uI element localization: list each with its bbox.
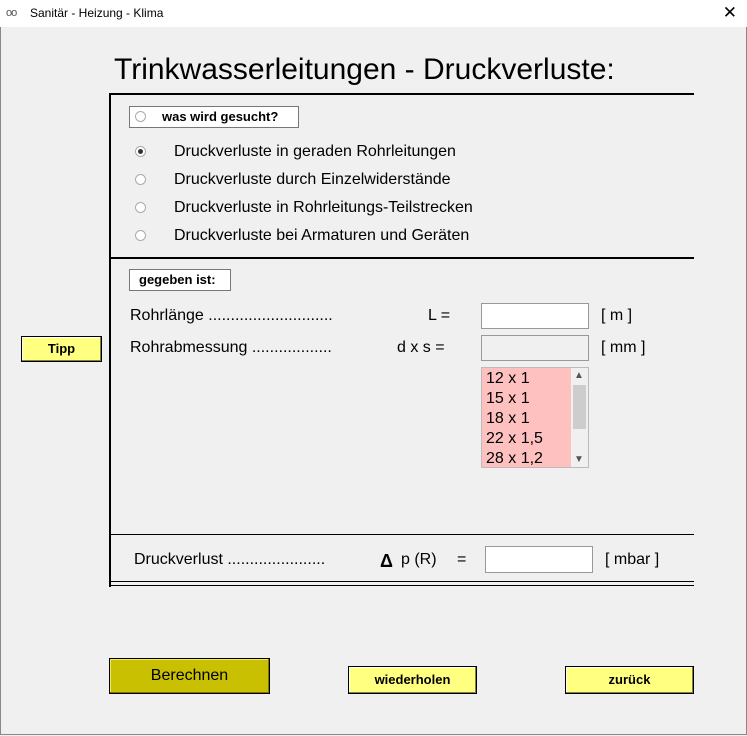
panel-top-border — [110, 93, 694, 95]
option-fittings-label[interactable]: Druckverluste bei Armaturen und Geräten — [174, 227, 470, 244]
pressure-loss-unit: [ mbar ] — [605, 551, 660, 568]
panel-left-border — [109, 93, 111, 587]
option-partial-sections-radio[interactable] — [135, 202, 146, 213]
pipe-length-input[interactable] — [481, 303, 589, 329]
link-icon: oo — [6, 7, 17, 19]
repeat-button[interactable]: wiederholen — [348, 666, 477, 694]
option-single-resistances-radio[interactable] — [135, 174, 146, 185]
pipe-length-label: Rohrlänge ............................ — [130, 307, 333, 324]
pipe-dimension-label: Rohrabmessung .................. — [130, 339, 332, 356]
pipe-dimension-unit: [ mm ] — [601, 339, 646, 356]
window-frame — [0, 27, 747, 735]
delta-symbol: Δ — [380, 551, 393, 571]
result-divider-top — [110, 534, 694, 535]
pipe-length-symbol: L = — [428, 307, 451, 324]
given-group-box — [129, 269, 231, 291]
panel-bottom-border — [110, 585, 694, 586]
pipe-length-unit: [ m ] — [601, 307, 633, 324]
list-item[interactable]: 22 x 1,5 — [486, 430, 543, 447]
result-divider-bottom — [110, 581, 694, 582]
list-item[interactable]: 28 x 1,2 — [486, 450, 543, 467]
pressure-loss-equals: = — [457, 551, 467, 568]
pressure-loss-symbol: p (R) — [401, 551, 437, 568]
calculate-button[interactable]: Berechnen — [109, 658, 270, 694]
option-fittings-radio[interactable] — [135, 230, 146, 241]
section-divider — [110, 257, 694, 259]
window-title: Sanitär - Heizung - Klima — [30, 6, 164, 20]
pressure-loss-label: Druckverlust ...................... — [134, 551, 326, 568]
given-group-label: gegeben ist: — [139, 272, 216, 287]
pipe-dimension-input[interactable] — [481, 335, 589, 361]
back-button[interactable]: zurück — [565, 666, 694, 694]
option-single-resistances-label[interactable]: Druckverluste durch Einzelwiderstände — [174, 171, 451, 188]
scrollbar-thumb[interactable] — [573, 385, 586, 429]
option-partial-sections-label[interactable]: Druckverluste in Rohrleitungs-Teilstrecken — [174, 199, 473, 216]
pipe-dimension-list[interactable] — [481, 367, 589, 468]
title-bar — [0, 0, 747, 27]
option-straight-pipes-radio[interactable] — [135, 146, 146, 157]
pipe-dimension-symbol: d x s = — [397, 339, 445, 356]
page-title: Trinkwasserleitungen - Druckverluste: — [114, 53, 615, 86]
search-group-radio[interactable] — [135, 111, 146, 122]
pressure-loss-output[interactable] — [485, 546, 593, 573]
list-scrollbar[interactable] — [571, 368, 588, 467]
search-group-box[interactable] — [129, 106, 299, 128]
list-item[interactable]: 15 x 1 — [486, 390, 530, 407]
list-item[interactable]: 18 x 1 — [486, 410, 530, 427]
chevron-down-icon[interactable]: ▼ — [574, 454, 584, 465]
search-group-label: was wird gesucht? — [162, 109, 279, 124]
option-straight-pipes-label[interactable]: Druckverluste in geraden Rohrleitungen — [174, 143, 456, 160]
close-icon[interactable]: ✕ — [722, 3, 737, 22]
tip-button[interactable]: Tipp — [21, 336, 102, 362]
list-item[interactable]: 12 x 1 — [486, 370, 530, 387]
chevron-up-icon[interactable]: ▲ — [574, 370, 584, 381]
